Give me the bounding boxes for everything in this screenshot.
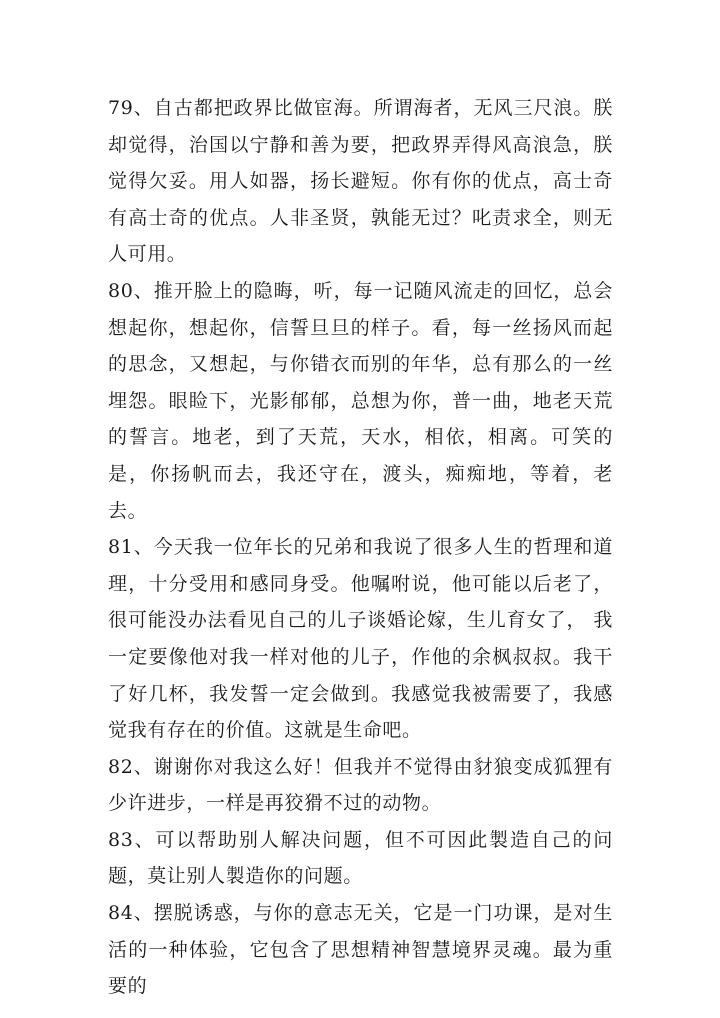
document-body — [108, 90, 613, 1005]
paragraph-82: 82、谢谢你对我这么好！但我并不觉得由豺狼变成狐狸有少许进步，一样是再狡猾不过的动物。 — [108, 755, 613, 815]
paragraph-81: 81、今天我一位年长的兄弟和我说了很多人生的哲理和道理，十分受用和感同身受。他嘱咐说，他可能以后老了，很可能没办法看见自己的儿子谈婚论嫁，生儿育女了， 我一定要像他对我一样对他的儿子，作他的余枫叔叔。我干了好几杯，我发誓一定会做到。我感觉我被需要了，我感觉我有存在的价值。这就是生命吧。 — [108, 536, 613, 742]
paragraph-84: 84、摆脱诱惑，与你的意志无关，它是一门功课，是对生活的一种体验，它包含了思想精神智慧境界灵魂。最为重要的 — [108, 902, 613, 998]
paragraph-83: 83、可以帮助别人解决问题，但不可因此製造自己的问题，莫让别人製造你的问题。 — [108, 828, 613, 888]
paragraph-80: 80、推开脸上的隐晦，听，每一记随风流走的回忆，总会想起你，想起你，信誓旦旦的样子。看，每一丝扬风而起的思念，又想起，与你错衣而别的年华，总有那么的一丝埋怨。眼睑下，光影郁郁，总想为你，普一曲，地老天荒的誓言。地老，到了天荒，天水，相依，相离。可笑的是，你扬帆而去，我还守在，渡头，痴痴地，等着，老去。 — [108, 279, 613, 522]
paragraph-79: 79、自古都把政界比做宦海。所谓海者，无风三尺浪。朕却觉得，治国以宁静和善为要，把政界弄得风高浪急，朕觉得欠妥。用人如器，扬长避短。你有你的优点，高士奇有高士奇的优点。人非圣贤，孰能无过？叱责求全，则无人可用。 — [108, 97, 613, 266]
